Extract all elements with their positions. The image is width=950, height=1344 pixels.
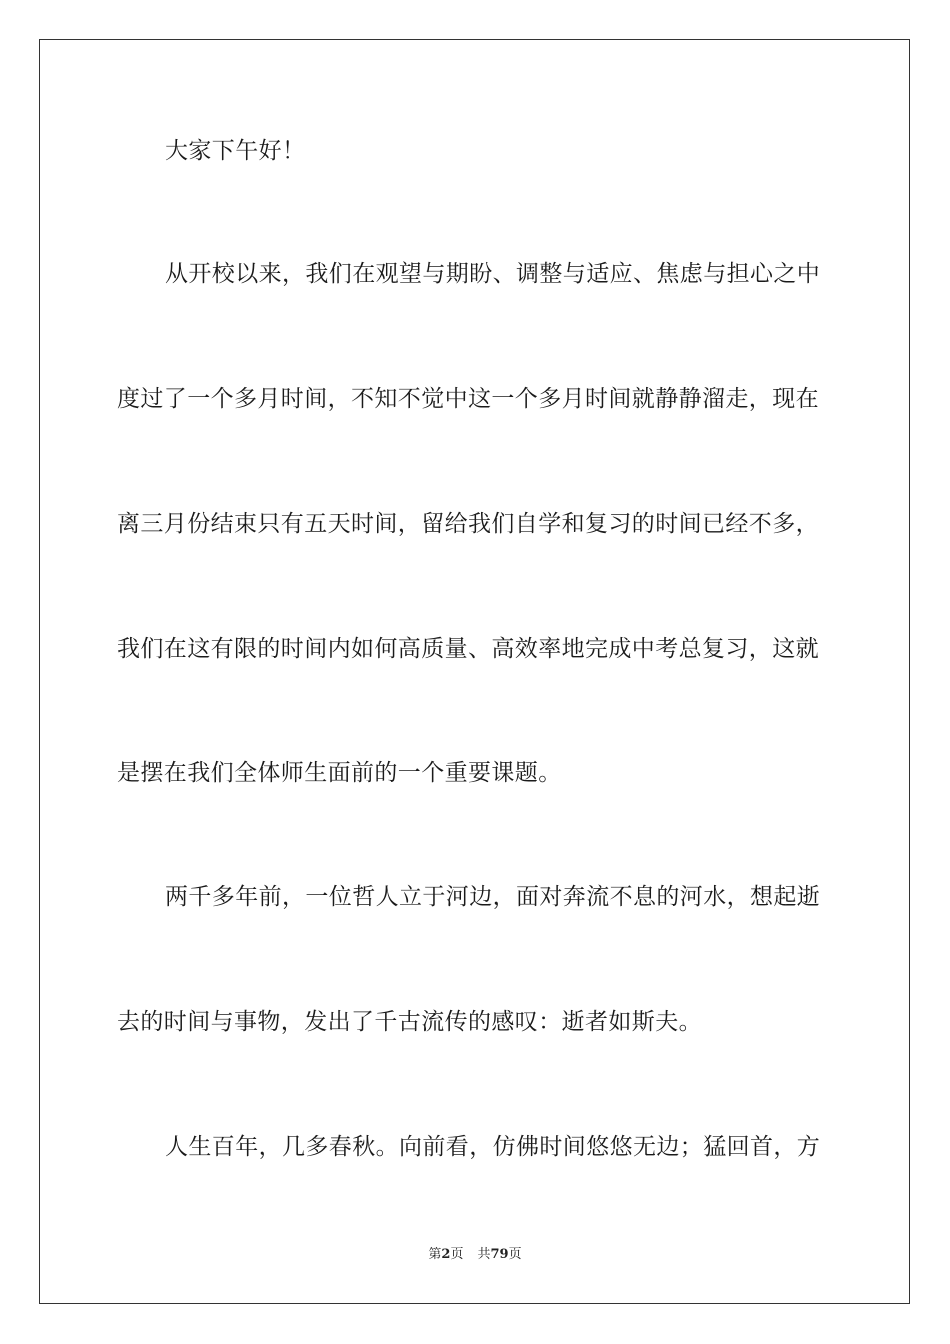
text-line-6: 两千多年前，一位哲人立于河边，面对奔流不息的河水，想起逝	[165, 884, 821, 910]
greeting-line: 大家下午好！	[165, 138, 306, 164]
page-border	[39, 39, 910, 1304]
text-line-7: 去的时间与事物，发出了千古流传的感叹：逝者如斯夫。	[117, 1009, 702, 1035]
page-prefix: 第	[428, 1247, 442, 1262]
page-number: 2	[441, 1247, 451, 1262]
total-suffix: 页	[508, 1247, 522, 1262]
text-line-2: 度过了一个多月时间，不知不觉中这一个多月时间就静静溜走，现在	[117, 386, 819, 412]
text-line-3: 离三月份结束只有五天时间，留给我们自学和复习的时间已经不多，	[117, 511, 819, 537]
text-line-5: 是摆在我们全体师生面前的一个重要课题。	[117, 760, 562, 786]
text-line-4: 我们在这有限的时间内如何高质量、高效率地完成中考总复习，这就	[117, 636, 819, 662]
page-footer	[0, 1246, 950, 1264]
total-prefix: 共	[477, 1247, 491, 1262]
total-pages: 79	[490, 1247, 509, 1262]
text-line-1: 从开校以来，我们在观望与期盼、调整与适应、焦虑与担心之中	[165, 261, 821, 287]
page-suffix: 页	[450, 1247, 464, 1262]
text-line-8: 人生百年，几多春秋。向前看，仿佛时间悠悠无边；猛回首，方	[165, 1134, 821, 1160]
